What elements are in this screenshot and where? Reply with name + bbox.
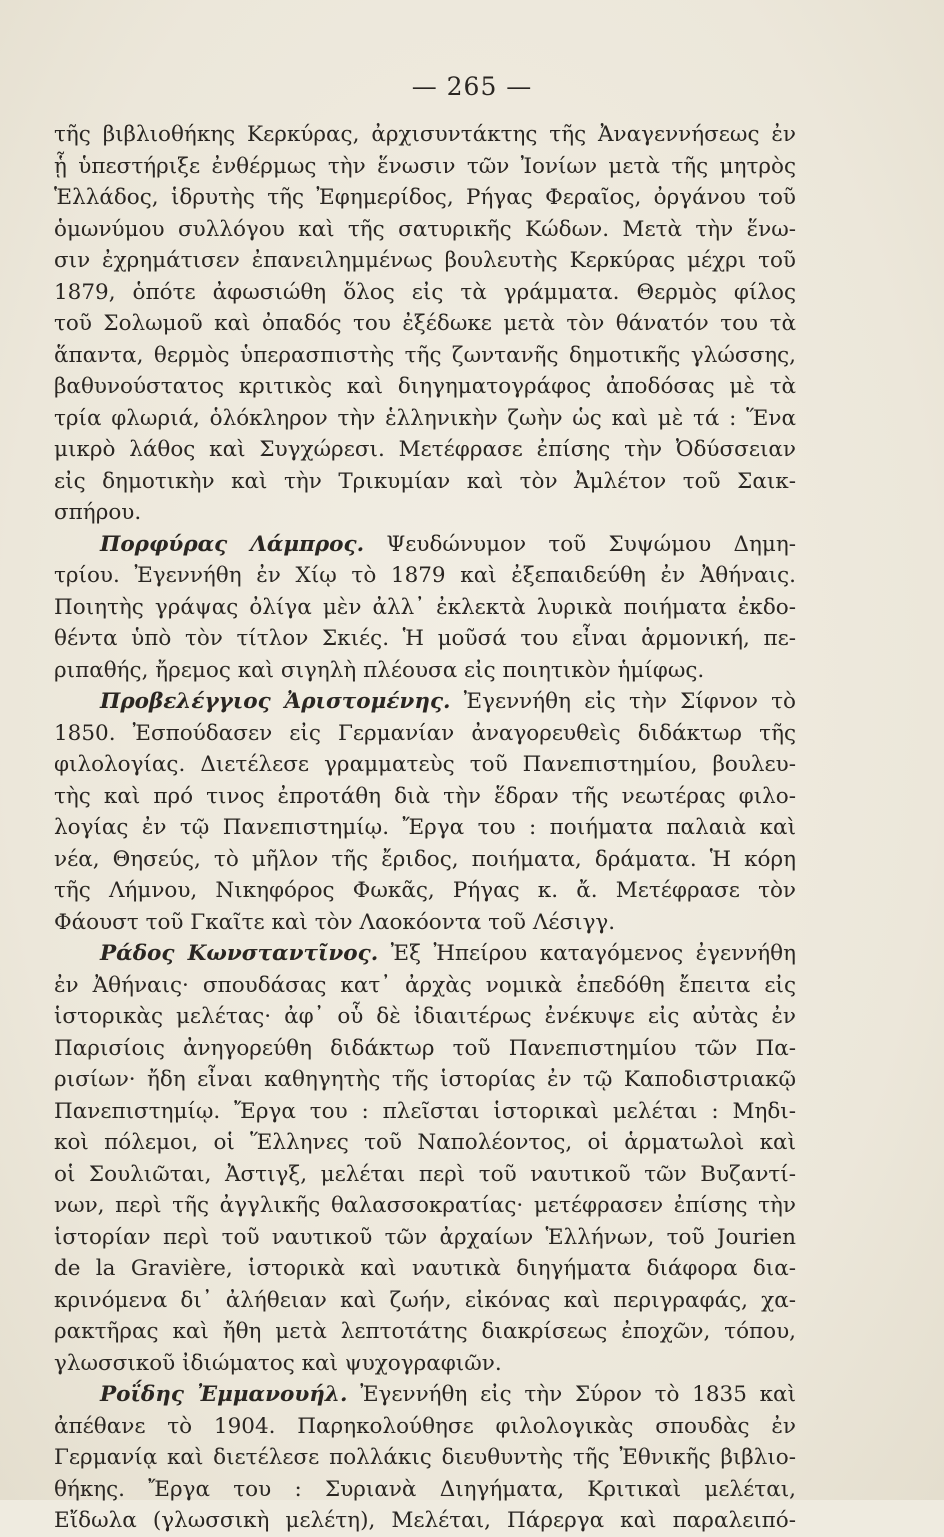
line-text: νέα, Θησεύς, τὸ μῆλον τῆς ἔριδος, ποιήματα, δράματα. Ἡ κόρη (54, 846, 796, 872)
line-text: τρία φλωριά, ὁλόκληρον τὴν ἑλληνικὴν ζωὴν ὡς καὶ μὲ τά : Ἕνα (54, 405, 796, 431)
line-text: ᾗ ὑπεστήριξε ἐνθέρμως τὴν ἕνωσιν τῶν Ἰονίων μετὰ τῆς μητρὸς (54, 153, 796, 179)
text-line (54, 340, 796, 372)
line-text: Ποιητὴς γράψας ὀλίγα μὲν ἀλλ᾽ ἐκλεκτὰ λυρικὰ ποιήματα ἐκδο- (54, 594, 796, 620)
line-text: Ἑλλάδος, ἱδρυτὴς τῆς Ἐφημερίδος, Ρήγας Φεραῖος, ὀργάνου τοῦ (54, 185, 796, 210)
text-line (54, 277, 796, 309)
line-text: Ἐγεννήθη εἰς τὴν Σίφνον τὸ (450, 689, 796, 714)
text-line (54, 592, 796, 624)
text-line (54, 1159, 796, 1191)
line-text: Ἐξ Ἠπείρου καταγόμενος ἐγεννήθη (378, 941, 796, 966)
text-line (54, 1253, 796, 1285)
line-text: ἀπέθανε τὸ 1904. Παρηκολούθησε φιλολογικὰς σπουδὰς ἐν (54, 1413, 796, 1439)
line-text: οἱ Σουλιῶται, Ἀστιγξ, μελέται περὶ τοῦ ναυτικοῦ τῶν Βυζαντί- (54, 1161, 796, 1187)
line-text: σπήρου. (54, 500, 142, 525)
text-line (54, 214, 796, 246)
text-line (54, 970, 796, 1002)
entry-heading: Πορφύρας Λάμπρος. (100, 531, 365, 557)
line-text: ρακτῆρας καὶ ἤθη μετὰ λεπτοτάτης διακρίσεως ἐποχῶν, τόπου, (54, 1319, 796, 1344)
entry-heading: Ράδος Κωνσταντῖνος. (100, 941, 379, 966)
entry-first-line (54, 686, 796, 718)
entry-first-line (54, 529, 796, 561)
line-text: τῆς βιβλιοθήκης Κερκύρας, ἀρχισυντάκτης τῆς Ἀναγεννήσεως ἐν (54, 122, 796, 147)
line-text: ὁμωνύμου συλλόγου καὶ τῆς σατυρικῆς Κώδων. Μετὰ τὴν ἕνω- (54, 216, 796, 242)
line-text: εἰς δημοτικὴν καὶ τὴν Τρικυμίαν καὶ τὸν Ἀμλέτον τοῦ Σαικ- (54, 468, 796, 494)
line-text: Γερμανίᾳ καὶ διετέλεσε πολλάκις διευθυντὴς τῆς Ἐθνικῆς βιβλιο- (54, 1445, 796, 1470)
text-line (54, 1474, 796, 1506)
text-line (54, 1411, 796, 1443)
text-line (54, 875, 796, 907)
text-line (54, 1316, 796, 1348)
line-text: κρινόμενα δι᾽ ἀλήθειαν καὶ ζωήν, εἰκόνας καὶ περιγραφάς, χα- (54, 1287, 796, 1313)
text-line (54, 749, 796, 781)
line-text: ριπαθής, ἤρεμος καὶ σιγηλὴ πλέουσα εἰς ποιητικὸν ἡμίφως. (54, 657, 705, 683)
line-text: ἱστορικὰς μελέτας· ἀφ᾽ οὗ δὲ ἰδιαιτέρως ἐνέκυψε εἰς αὐτὰς ἐν (54, 1004, 796, 1029)
line-text: σιν ἐχρημάτισεν ἐπανειλημμένως βουλευτὴς Κερκύρας μέχρι τοῦ (54, 248, 796, 273)
text-line (54, 560, 796, 592)
text-line (54, 1064, 796, 1096)
text-line (54, 1505, 796, 1537)
text-line (54, 844, 796, 876)
line-text: λογίας ἐν τῷ Πανεπιστημίῳ. Ἔργα του : ποιήματα παλαιὰ καὶ (54, 815, 796, 840)
text-line (54, 1096, 796, 1128)
text-line (54, 1033, 796, 1065)
line-text: ἱστορίαν περὶ τοῦ ναυτικοῦ τῶν ἀρχαίων Ἑλλήνων, τοῦ Jourien (54, 1224, 796, 1250)
text-line (54, 434, 796, 466)
text-line (54, 119, 796, 151)
text-line (54, 655, 796, 687)
line-text: Παρισίοις ἀνηγορεύθη διδάκτωρ τοῦ Πανεπιστημίου τῶν Πα- (54, 1035, 796, 1061)
line-text: 1879, ὁπότε ἀφωσιώθη ὅλος εἰς τὰ γράμματα. Θερμὸς φίλος (54, 279, 796, 305)
line-text: τῆς Λήμνου, Νικηφόρος Φωκᾶς, Ρήγας κ. ἄ. Μετέφρασε τὸν (54, 878, 796, 903)
text-line (54, 1190, 796, 1222)
line-text: τρίου. Ἐγεννήθη ἐν Χίῳ τὸ 1879 καὶ ἐξεπαιδεύθη ἐν Ἀθήναις. (54, 563, 796, 588)
entry-heading: Ροΐδης Ἐμμανουήλ. (100, 1382, 348, 1407)
text-line (54, 1222, 796, 1254)
line-text: φιλολογίας. Διετέλεσε γραμματεὺς τοῦ Πανεπιστημίου, βουλευ- (54, 752, 796, 777)
line-text: de la Gravière, ἱστορικὰ καὶ ναυτικὰ διηγήματα διάφορα δια- (54, 1256, 796, 1281)
text-line (54, 182, 796, 214)
line-text: κοὶ πόλεμοι, οἱ Ἕλληνες τοῦ Ναπολέοντος, οἱ ἁρματωλοὶ καὶ (54, 1130, 796, 1155)
page-number: — 265 — (411, 72, 533, 101)
text-line (54, 623, 796, 655)
line-text: θέντα ὑπὸ τὸν τίτλον Σκιές. Ἡ μοῦσά του εἶναι ἁρμονική, πε- (54, 626, 796, 651)
body-text (54, 119, 796, 1537)
text-line (54, 308, 796, 340)
line-text: 1850. Ἐσπούδασεν εἰς Γερμανίαν ἀναγορευθεὶς διδάκτωρ τῆς (54, 720, 796, 746)
text-line (54, 151, 796, 183)
text-line (54, 1442, 796, 1474)
text-line (54, 1348, 796, 1380)
line-text: τοῦ Σολωμοῦ καὶ ὀπαδός του ἐξέδωκε μετὰ τὸν θάνατόν του τὰ (54, 311, 796, 336)
line-text: τὴς καὶ πρό τινος ἐπροτάθη διὰ τὴν ἕδραν τῆς νεωτέρας φιλο- (54, 783, 796, 809)
line-text: ἐν Ἀθήναις· σπουδάσας κατ᾽ ἀρχὰς νομικὰ ἐπεδόθη ἔπειτα εἰς (54, 972, 796, 998)
line-text: Φάουστ τοῦ Γκαῖτε καὶ τὸν Λαοκόοντα τοῦ Λέσιγγ. (54, 909, 616, 935)
line-text: ρισίων· ἤδη εἶναι καθηγητὴς τῆς ἱστορίας ἐν τῷ Καποδιστριακῷ (54, 1067, 796, 1092)
line-text: γλωσσικοῦ ἰδιώματος καὶ ψυχογραφιῶν. (54, 1350, 502, 1376)
line-text: βαθυνούστατος κριτικὸς καὶ διηγηματογράφος ἀποδόσας μὲ τὰ (54, 374, 796, 399)
text-line (54, 1001, 796, 1033)
entry-first-line (54, 1379, 796, 1411)
text-line (54, 1285, 796, 1317)
text-line (54, 781, 796, 813)
line-text: μικρὸ λάθος καὶ Συγχώρεσι. Μετέφρασε ἐπίσης τὴν Ὀδύσσειαν (54, 437, 796, 462)
text-line (54, 497, 796, 529)
line-text: Ἐγεννήθη εἰς τὴν Σύρον τὸ 1835 καὶ (347, 1382, 796, 1407)
entry-first-line (54, 938, 796, 970)
line-text: θήκης. Ἔργα του : Συριανὰ Διηγήματα, Κριτικαὶ μελέται, (54, 1476, 796, 1502)
line-text: Ψευδώνυμον τοῦ Συψώμου Δημη- (364, 531, 796, 557)
line-text: ἅπαντα, θερμὸς ὑπερασπιστὴς τῆς ζωντανῆς δημοτικῆς γλώσσης, (54, 342, 796, 368)
text-line (54, 245, 796, 277)
line-text: νων, περὶ τῆς ἀγγλικῆς θαλασσοκρατίας· μετέφρασεν ἐπίσης τὴν (54, 1193, 796, 1218)
text-line (54, 371, 796, 403)
text-line (54, 907, 796, 939)
entry-heading: Προβελέγγιος Ἀριστομένης. (100, 689, 451, 714)
text-line (54, 812, 796, 844)
text-line (54, 718, 796, 750)
text-line (54, 466, 796, 498)
text-line (54, 1127, 796, 1159)
text-line (54, 403, 796, 435)
line-text: Πανεπιστημίῳ. Ἔργα του : πλεῖσται ἱστορικαὶ μελέται : Μηδι- (54, 1098, 796, 1124)
line-text: Εἴδωλα (γλωσσικὴ μελέτη), Μελέται, Πάρεργα καὶ παραλειπό- (54, 1508, 796, 1533)
